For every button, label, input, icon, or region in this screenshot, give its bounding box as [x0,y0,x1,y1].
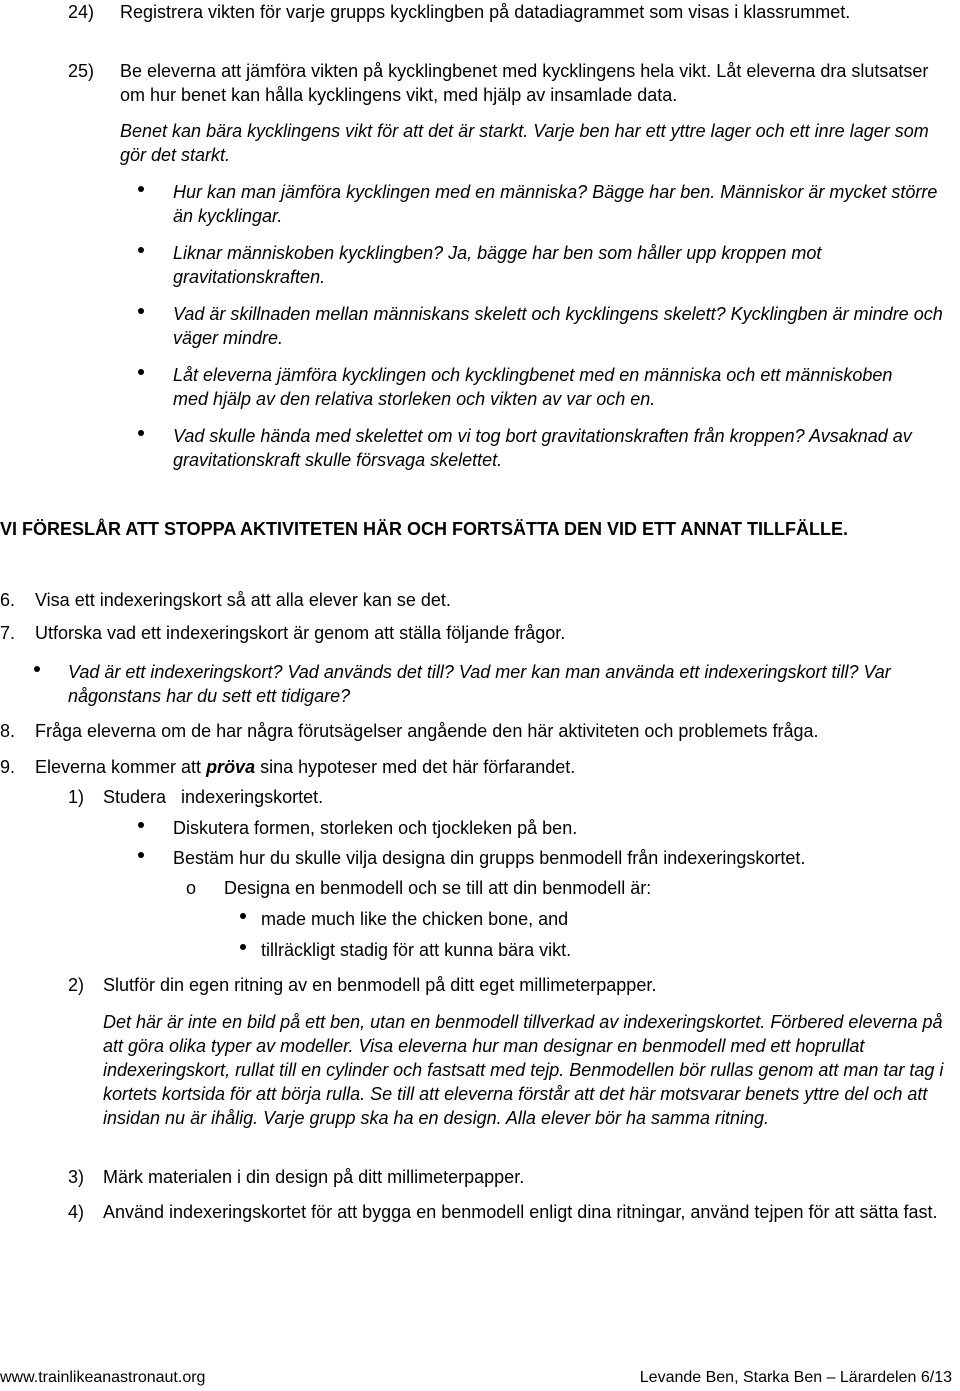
bullet-icon [138,430,144,436]
sub-list-item: Designa en benmodell och se till att din benmodell är: [224,878,652,898]
step-2-text: Slutför din egen ritning av en benmodell på ditt eget millimeterpapper. [103,975,657,995]
list-item: Diskutera formen, storleken och tjockleken på ben. [173,818,578,838]
item-number-9: 9. [0,757,16,777]
bullet-icon [138,822,144,828]
bullet-icon [138,247,144,253]
item-number-8: 8. [0,721,16,741]
bullet-icon [138,186,144,192]
footer-page-info: Levande Ben, Starka Ben – Lärardelen 6/13 [639,1369,952,1386]
list-item: Låt eleverna jämföra kycklingen och kycklingbenet med en människa och ett människoben med hjälp av den relativa storleken och vikten av var och en. [173,365,893,409]
item-number-25: 25) [68,61,95,81]
item-9-text-after: sina hypoteser med det här förfarandet. [255,757,576,777]
item-24-text: Registrera vikten för varje grupps kycklingben på datadiagrammet som visas i klassrummet. [120,2,851,22]
list-item: Vad är ett indexeringskort? Vad används det till? Vad mer kan man använda ett indexeringskort till? Var någonstans har du sett ett tidigare? [68,662,891,706]
sub-sub-list-item: tillräckligt stadig för att kunna bära vikt. [261,940,572,960]
sub-bullet-marker: o [186,878,197,898]
bullet-icon [240,913,246,919]
bullet-icon [138,369,144,375]
bullet-icon [138,852,144,858]
bullet-icon [138,308,144,314]
step-number-2: 2) [68,975,85,995]
item-9-emphasis: pröva [206,757,256,777]
list-item: Vad är skillnaden mellan människans skelett och kycklingens skelett? Kycklingben är mindre och väger mindre. [173,304,943,348]
bullet-icon [240,944,246,950]
list-item: Vad skulle hända med skelettet om vi tog bort gravitationskraften från kroppen? Avsaknad av gravitationskraft skulle försvaga skelettet. [173,426,912,470]
step-number-4: 4) [68,1202,85,1222]
item-number-6: 6. [0,590,16,610]
list-item: Liknar människoben kycklingben? Ja, bägge har ben som håller upp kroppen mot gravitationskraften. [173,243,822,287]
item-9-text [35,755,935,779]
item-number-7: 7. [0,623,16,643]
step-4-text: Använd indexeringskortet för att bygga en benmodell enligt dina ritningar, använd tejpen för att sätta fast. [103,1202,938,1222]
list-item: Bestäm hur du skulle vilja designa din grupps benmodell från indexeringskortet. [173,848,806,868]
list-item: Hur kan man jämföra kycklingen med en människa? Bägge har ben. Människor är mycket större än kycklingar. [173,182,938,226]
step-3-text: Märk materialen i din design på ditt millimeterpapper. [103,1167,525,1187]
item-7-text: Utforska vad ett indexeringskort är genom att ställa följande frågor. [35,623,566,643]
step-1-text: Studera indexeringskortet. [103,787,324,807]
item-9-text-before: Eleverna kommer att [35,757,207,777]
step-number-3: 3) [68,1167,85,1187]
item-25-text: Be eleverna att jämföra vikten på kycklingbenet med kycklingens hela vikt. Låt eleverna dra slutsatser om hur benet kan hålla kycklingens vikt, med hjälp av insamlade data. [120,61,929,105]
footer-url[interactable]: www.trainlikeanastronaut.org [0,1369,206,1386]
item-8-text: Fråga eleverna om de har några förutsägelser angående den här aktiviteten och problemets fråga. [35,721,819,741]
sub-sub-list-item: made much like the chicken bone, and [261,909,569,929]
item-number-24: 24) [68,2,95,22]
stop-notice: VI FÖRESLÅR ATT STOPPA AKTIVITETEN HÄR OCH FORTSÄTTA DEN VID ETT ANNAT TILLFÄLLE. [0,519,848,539]
step-2-note: Det här är inte en bild på ett ben, utan en benmodell tillverkad av indexeringskortet. Förbered eleverna på att göra olika typer av modeller. Visa eleverna hur man designar en benmodell med ett hoprullat indexeringskort, rullat till en cylinder och fastsatt med tejp. Benmodellen bör rullas genom att man tar tag i kortets kortsida för att börja rulla. Se till att eleverna förstår att det här motsvarar benets yttre del och att insidan nu är ihålig. Varje grupp ska ha en design. Alla elever bör ha samma ritning. [103,1012,944,1128]
bullet-icon [34,666,40,672]
item-25-answer: Benet kan bära kycklingens vikt för att det är starkt. Varje ben har ett yttre lager och ett inre lager som gör det starkt. [120,121,929,165]
step-number-1: 1) [68,787,85,807]
item-6-text: Visa ett indexeringskort så att alla elever kan se det. [35,590,451,610]
